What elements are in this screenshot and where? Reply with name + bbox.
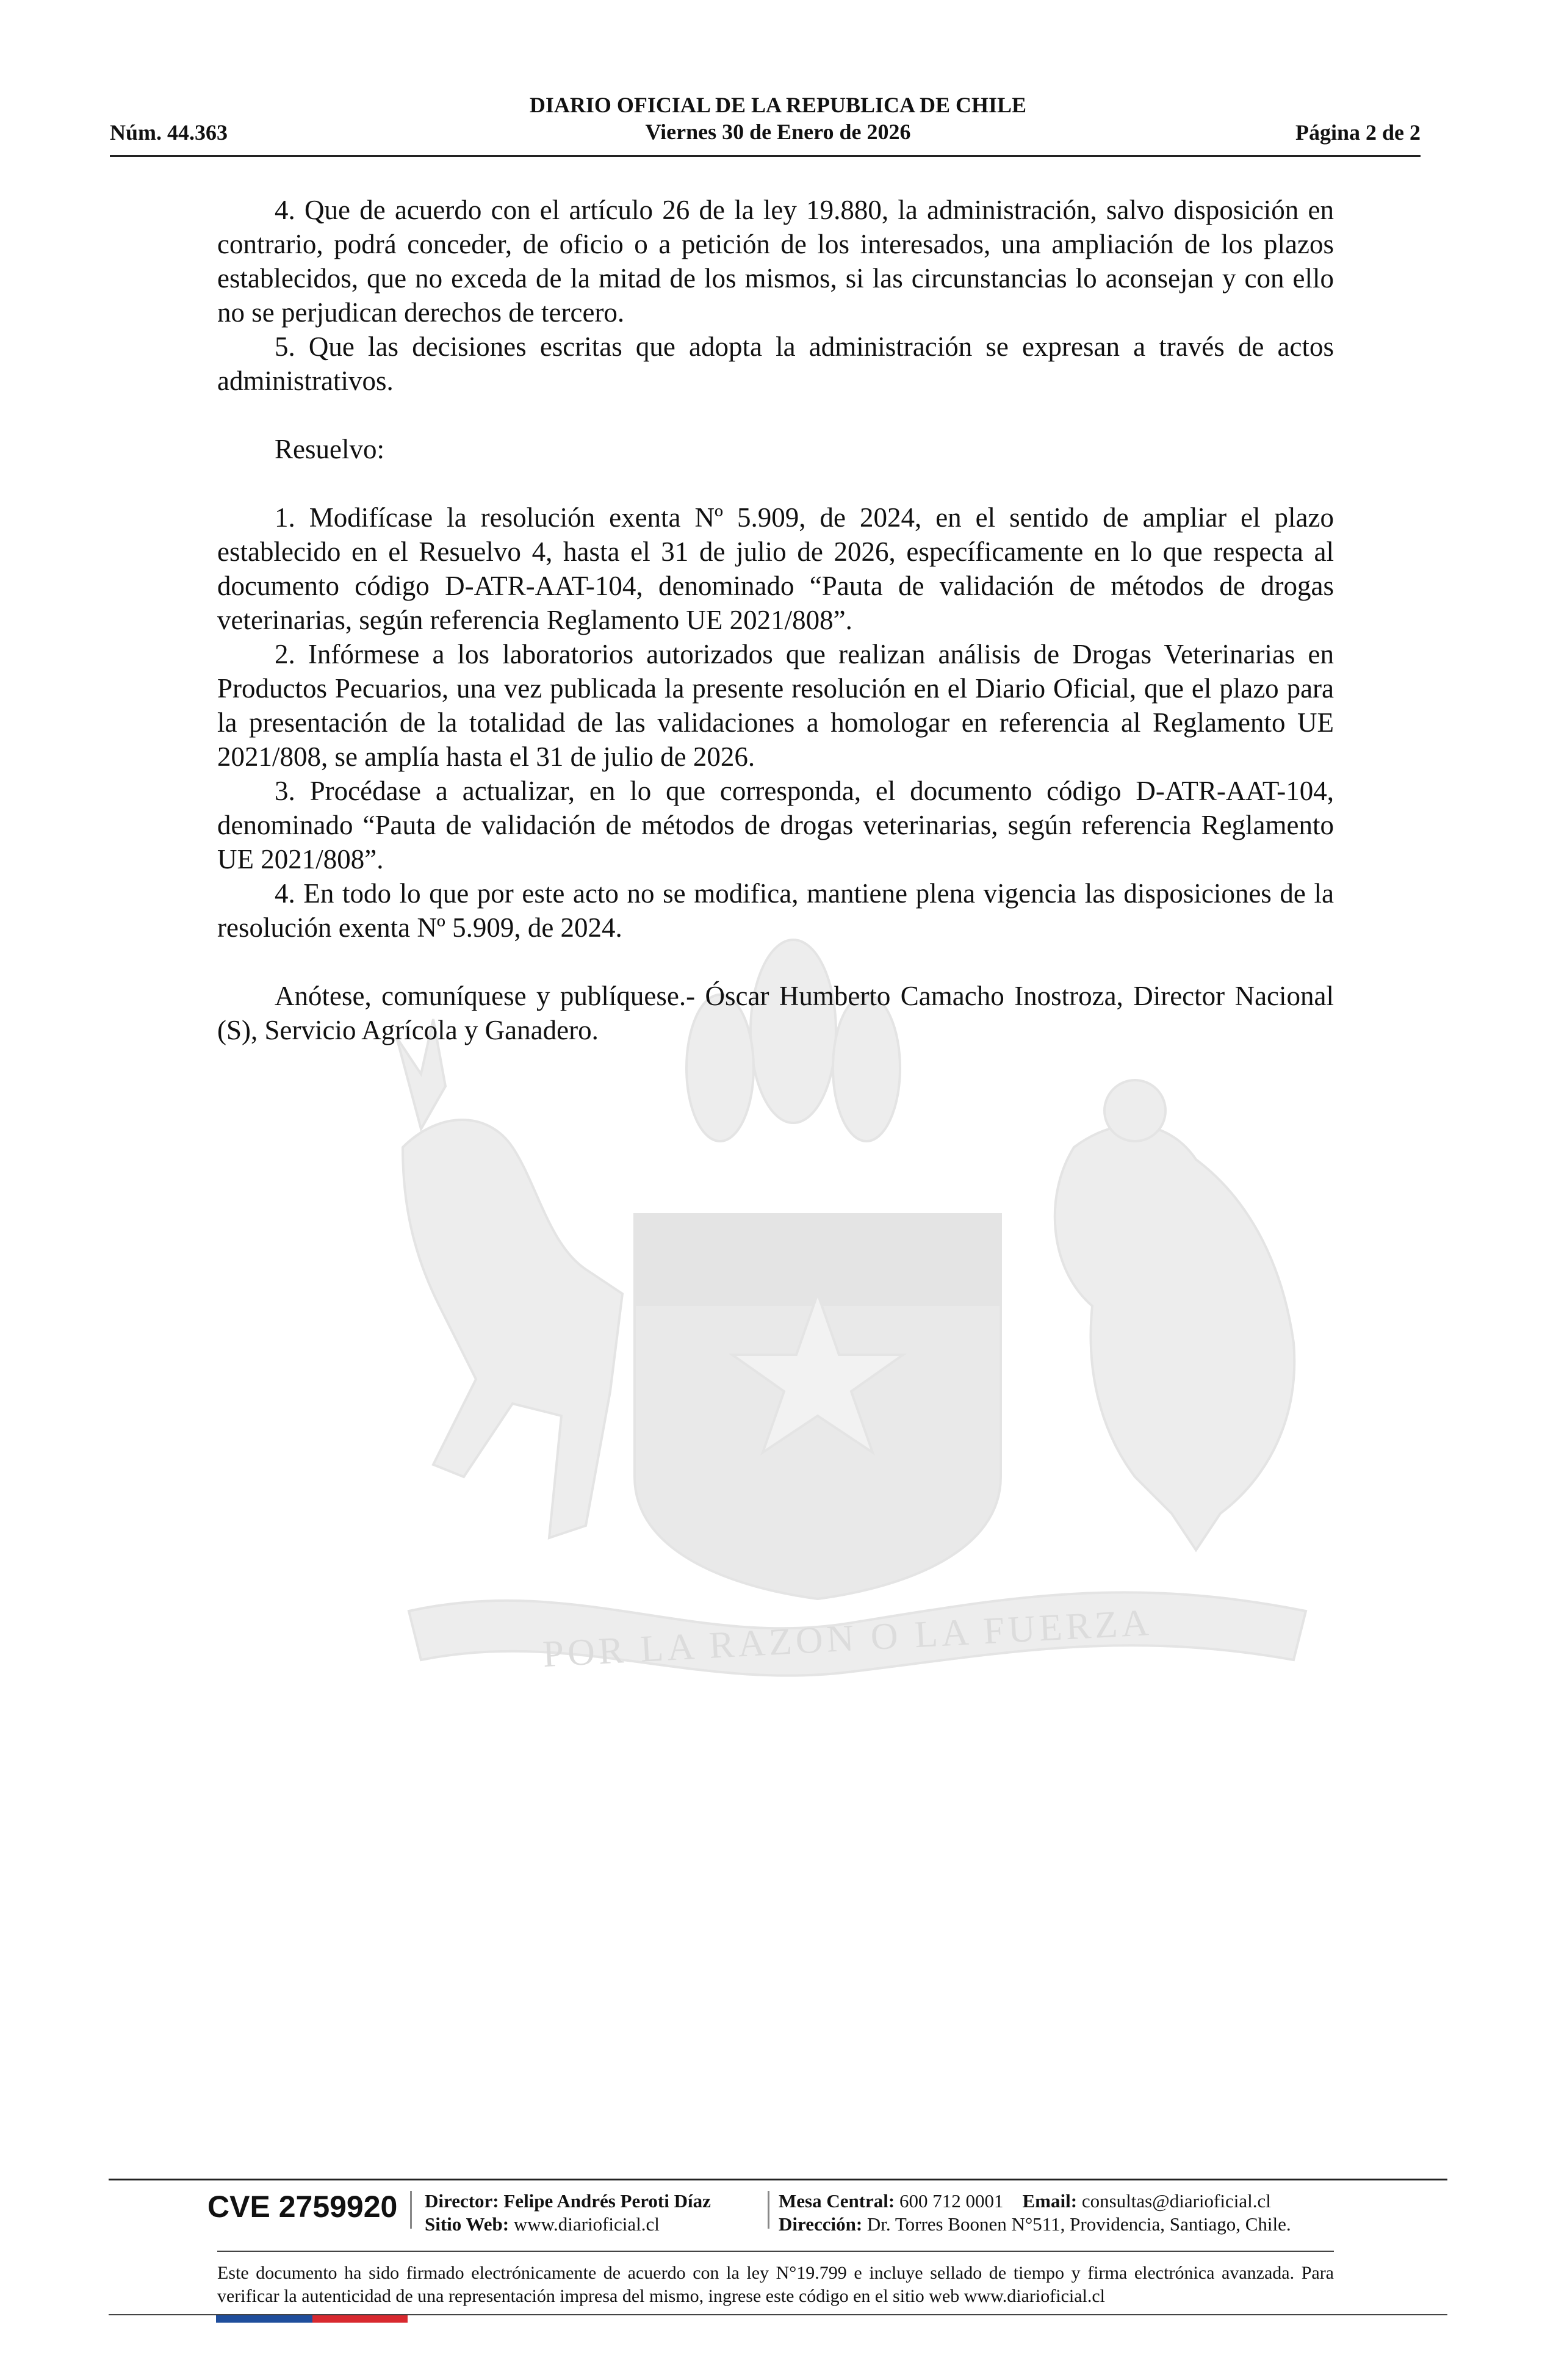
email-label: Email: (1022, 2190, 1078, 2212)
page-indicator: Página 2 de 2 (1295, 120, 1421, 145)
document-body (217, 193, 1334, 1047)
publication-title: DIARIO OFICIAL DE LA REPUBLICA DE CHILE (529, 93, 1027, 117)
resuelvo-heading: Resuelvo: (275, 434, 384, 464)
footer-separator (768, 2191, 769, 2229)
header-divider (110, 155, 1421, 157)
website-link[interactable]: www.diarioficial.cl (513, 2213, 660, 2235)
mesa-phone: 600 712 0001 (899, 2190, 1004, 2212)
signature-note: Este documento ha sido firmado electrónicamente de acuerdo con la ley N°19.799 e incluye sellado de tiempo y firma electrónica avanzada. Para verificar la autenticidad de una representación impresa del mismo, ingrese este código en el sitio web www.diarioficial.cl (217, 2263, 1334, 2306)
footer-separator (410, 2191, 412, 2229)
resuelvo-item-4: 4. En todo lo que por este acto no se modifica, mantiene plena vigencia las disposiciones de la resolución exenta Nº 5.909, de 2024. (217, 878, 1334, 943)
footer-director-block (425, 2190, 711, 2236)
issue-number: Núm. 44.363 (110, 120, 228, 145)
footer-divider-mid (217, 2251, 1334, 2252)
address-value: Dr. Torres Boonen N°511, Providencia, Santiago, Chile. (866, 2213, 1291, 2235)
considerando-4: 4. Que de acuerdo con el artículo 26 de la ley 19.880, la administración, salvo disposición en contrario, podrá conceder, de oficio o a petición de los interesados, una ampliación de los plazos establecidos, que no exceda de la mitad de los mismos, si las circunstancias lo aconsejan y con ello no se perjudican derechos de tercero. (217, 195, 1334, 328)
resuelvo-item-2: 2. Infórmese a los laboratorios autorizados que realizan análisis de Drogas Veterinarias en Productos Pecuarios, una vez publicada la presente resolución en el Diario Oficial, que el plazo para la presentación de la totalidad de las validaciones a homologar en referencia al Reglamento UE 2021/808, se amplía hasta el 31 de julio de 2026. (217, 639, 1334, 772)
flag-blue (216, 2315, 312, 2323)
footer-divider-top (109, 2179, 1447, 2180)
motto-text: POR LA RAZON O LA FUERZA (541, 1601, 1154, 1676)
considerando-5: 5. Que las decisiones escritas que adopta la administración se expresan a través de actos administrativos. (217, 331, 1334, 396)
publication-date: Viernes 30 de Enero de 2026 (645, 120, 911, 144)
footer-contact-block (779, 2190, 1291, 2236)
cve-code: CVE 2759920 (207, 2190, 398, 2224)
resuelvo-item-3: 3. Procédase a actualizar, en lo que corresponda, el documento código D-ATR-AAT-104, denominado “Pauta de validación de métodos de drogas veterinarias, según referencia Reglamento UE 2021/808”. (217, 776, 1334, 874)
director-label: Director: (425, 2190, 499, 2212)
flag-stripe (216, 2315, 408, 2323)
director-name: Felipe Andrés Peroti Díaz (503, 2190, 711, 2212)
mesa-label: Mesa Central: (779, 2190, 895, 2212)
website-label: Sitio Web: (425, 2213, 510, 2235)
flag-red (312, 2315, 408, 2323)
closing-signature: Anótese, comuníquese y publíquese.- Óscar Humberto Camacho Inostroza, Director Nacional (S), Servicio Agrícola y Ganadero. (217, 981, 1334, 1045)
resuelvo-item-1: 1. Modifícase la resolución exenta Nº 5.909, de 2024, en el sentido de ampliar el plazo establecido en el Resuelvo 4, hasta el 31 de julio de 2026, específicamente en lo que respecta al documento código D-ATR-AAT-104, denominado “Pauta de validación de métodos de drogas veterinarias, según referencia Reglamento UE 2021/808”. (217, 502, 1334, 635)
email-link[interactable]: consultas@diarioficial.cl (1081, 2190, 1271, 2212)
address-label: Dirección: (779, 2213, 863, 2235)
